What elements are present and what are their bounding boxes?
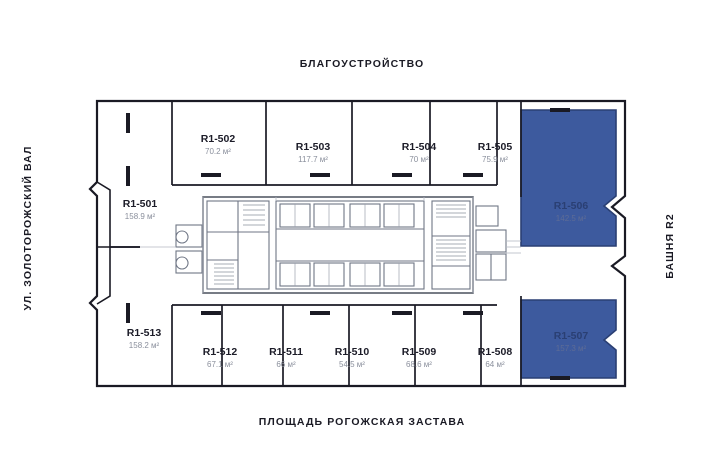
- unit-area: 142.5 м²: [555, 214, 587, 223]
- unit-R1-513[interactable]: [108, 327, 180, 351]
- building-core: [176, 197, 506, 293]
- unit-R1-511[interactable]: [250, 346, 322, 370]
- unit-area: 70 м²: [409, 155, 429, 164]
- unit-code: R1-508: [477, 346, 513, 358]
- unit-R1-503[interactable]: [277, 141, 349, 165]
- unit-code: R1-509: [401, 346, 437, 358]
- unit-R1-507[interactable]: [535, 330, 607, 354]
- unit-R1-510[interactable]: [316, 346, 388, 370]
- edge-label-right: БАШНЯ R2: [664, 213, 676, 279]
- unit-area: 158.2 м²: [128, 341, 160, 350]
- unit-code: R1-502: [200, 133, 236, 145]
- unit-area: 157.3 м²: [555, 344, 587, 353]
- edge-label-bottom: ПЛОЩАДЬ РОГОЖСКАЯ ЗАСТАВА: [258, 416, 466, 428]
- unit-R1-508[interactable]: [459, 346, 531, 370]
- unit-R1-505[interactable]: [459, 141, 531, 165]
- unit-code: R1-512: [202, 346, 238, 358]
- unit-R1-506[interactable]: [535, 200, 607, 224]
- unit-code: R1-507: [553, 330, 589, 342]
- unit-R1-504[interactable]: [383, 141, 455, 165]
- unit-area: 68.6 м²: [406, 360, 432, 369]
- unit-code: R1-501: [122, 198, 158, 210]
- unit-area: 75.9 м²: [482, 155, 508, 164]
- edge-label-left: УЛ. ЗОЛОТОРОЖСКИЙ ВАЛ: [22, 145, 34, 311]
- unit-area: 117.7 м²: [298, 155, 328, 164]
- unit-area: 54.5 м²: [339, 360, 365, 369]
- unit-area: 64 м²: [485, 360, 505, 369]
- unit-R1-501[interactable]: [104, 198, 176, 222]
- unit-area: 67.1 м²: [207, 360, 233, 369]
- unit-code: R1-503: [295, 141, 331, 153]
- sold-unit-R1-506[interactable]: [521, 110, 616, 246]
- unit-area: 70.2 м²: [205, 147, 231, 156]
- unit-R1-512[interactable]: [184, 346, 256, 370]
- unit-code: R1-511: [269, 346, 303, 358]
- unit-R1-502[interactable]: [182, 133, 254, 157]
- unit-code: R1-510: [334, 346, 370, 358]
- unit-code: R1-505: [477, 141, 513, 153]
- corridor-lines: [140, 197, 521, 293]
- unit-area: 158.9 м²: [124, 212, 156, 221]
- unit-area: 66 м²: [276, 360, 296, 369]
- unit-code: R1-513: [126, 327, 162, 339]
- unit-code: R1-504: [401, 141, 437, 153]
- edge-label-top: БЛАГОУСТРОЙСТВО: [299, 58, 425, 70]
- unit-code: R1-506: [553, 200, 589, 212]
- unit-R1-509[interactable]: [383, 346, 455, 370]
